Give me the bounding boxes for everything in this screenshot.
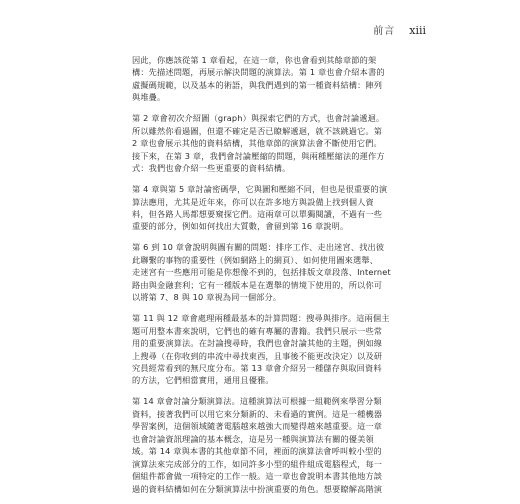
running-header [373,22,426,37]
body-text [132,54,404,504]
paragraph: 因此，你應該從第 1 章看起，在這一章，你也會看到其餘章節的架 構：先描述問題，再展示解決問題的演算法。第 1 章也會介紹本書的 虛擬碼規範，以及基本的術語，與我們遇到的第一種資料結構：陣列 與堆疊。 [132,55,385,103]
section-title: 前言 [373,26,396,37]
paragraph: 第 11 與 12 章會處理兩種最基本的計算問題：搜尋與排序。這兩個主 題可用整本書來說明，它們也的確有專屬的書籍。我們只展示一些常 用的重要演算法。在討論搜尋時，我們也會討論其他的主題，例如線 上搜尋（在你收到的串流中尋找東西，且事後不能更改決定）以及研 究員經常看到的無尺度分布。第 13 章會介紹另一種儲存與取回資料 的方法，它們相當實用，通用且優雅。 [132,313,390,386]
paragraph: 第 6 到 10 章會說明與圖有關的問題：排序工作、走出迷宮、找出彼 此聯繫的事物的重要性（例如網路上的網頁）、如何使用圖來選舉、 走迷宮有一些應用可能是你想像不到的，包括排版文章段落、Internet 路由與金融套利；它有一種版本是在選舉的情境下使用的，所以你可 以將第 7、8 與 10 章視為同一個部分。 [132,242,391,303]
paragraph: 第 14 章會討論分類演算法。這種演算法可根據一組範例來學習分類 資料，接著我們可以用它來分類新的、未看過的實例。這是一種機器 學習案例，這個領域隨著電腦越來越強大而變得越來越重要。這一章 也會討論資訊理論的基本概念，這是另一種與演算法有關的優美領 域。第 14 章與本書的其他章節不同，裡面的演算法會呼叫較小型的 演算法來完成部分的工作，如同許多小型的組件組成電腦程式，每一 個組件都會做一項特定的工作一般。這一章也會說明本書其他地方談 過的資料結構如何在分類演算法中扮演重要的角色。想要瞭解高階演 [132,396,383,494]
page-number: xiii [409,24,426,37]
paragraph: 第 4 章與第 5 章討論密碼學，它與圖和壓縮不同，但也是很重要的演 算法應用，尤其是近年來，你可以在許多地方與設備上找到個人資 料，但各路人馬都想要窺探它們。這兩章可以單獨閱讀，不過有一些 重要的部分，例如如何找出大質數，會留到第 16 章說明。 [132,184,388,232]
paragraph: 第 2 章會初次介紹圖（graph）與探索它們的方式，也會討論遞迴。 所以雖然你看過圖，但還不確定是否已瞭解遞迴，就不該跳過它。第 2 章也會展示其他的資料結構，其他章節的演算法會不斷使用它們。 接下來，在第 3 章，我們會討論壓縮的問題，與兩種壓縮法的運作方 式：我們也會介紹一些更重要的資料結構。 [132,113,385,174]
